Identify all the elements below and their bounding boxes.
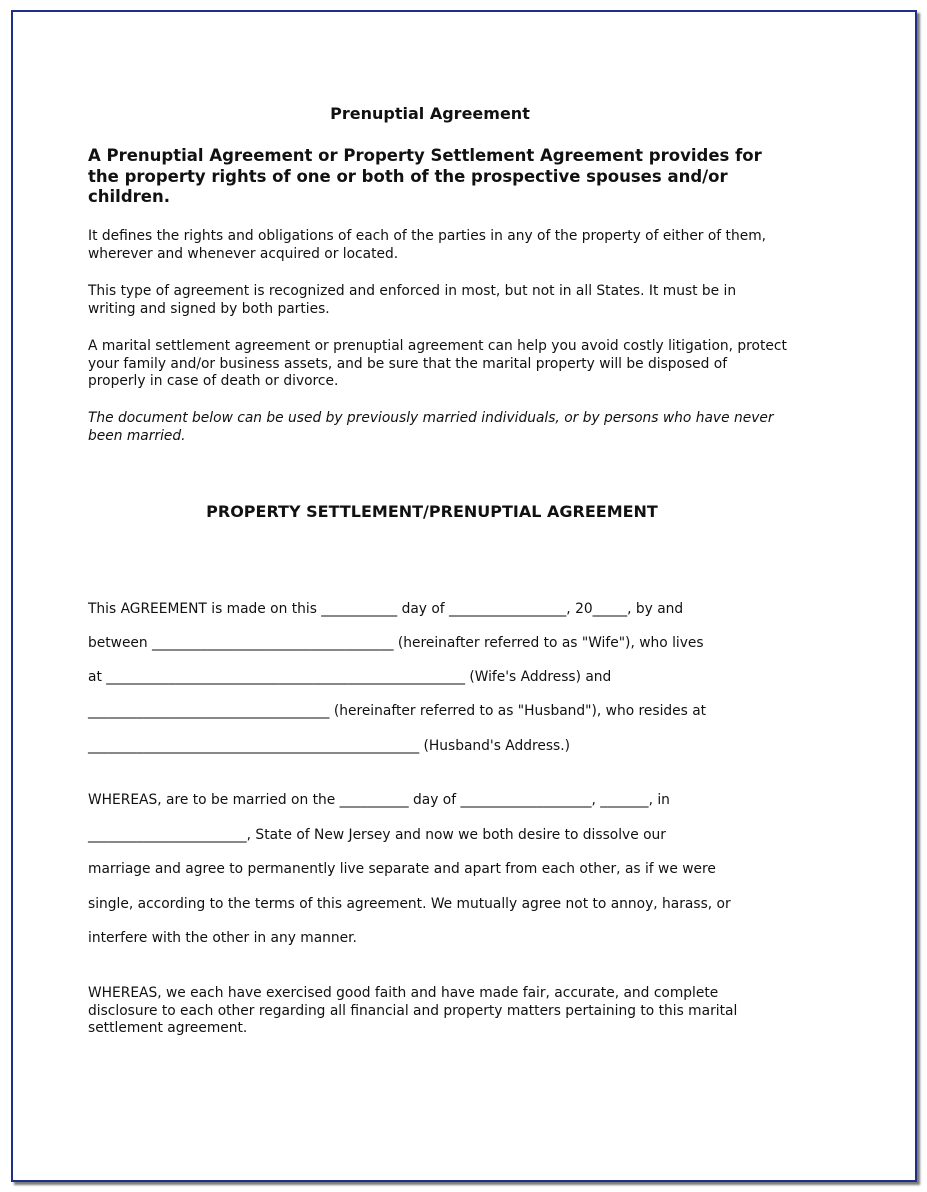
document-title: Prenuptial Agreement — [330, 104, 530, 123]
section-title: PROPERTY SETTLEMENT/PRENUPTIAL AGREEMENT — [206, 502, 658, 521]
agreement-line: ___________________________________ (hereinafter referred to as "Husband"), who resides at — [88, 703, 707, 719]
agreement-line: at ____________________________________________________ (Wife's Address) and — [88, 669, 612, 685]
agreement-line: This AGREEMENT is made on this ___________ day of _________________, 20_____, by and — [88, 601, 684, 617]
intro-paragraph: A marital settlement agreement or prenuptial agreement can help you avoid costly litigation, protect your family and/or business assets, and be sure that the marital property will be disposed of properly in case of death or divorce. — [88, 338, 787, 389]
whereas-line: single, according to the terms of this agreement. We mutually agree not to annoy, harass, or — [88, 896, 731, 912]
document-subtitle: A Prenuptial Agreement or Property Settlement Agreement provides for the property rights of one or both of the prospective spouses and/or children. — [88, 146, 762, 206]
final-paragraph: WHEREAS, we each have exercised good faith and have made fair, accurate, and complete disclosure to each other regarding all financial and property matters pertaining to this marital settlement agreement. — [88, 985, 738, 1036]
intro-note-italic: The document below can be used by previously married individuals, or by persons who have never been married. — [88, 410, 774, 444]
whereas-line: _______________________, State of New Jersey and now we both desire to dissolve our — [88, 827, 666, 843]
whereas-line: interfere with the other in any manner. — [88, 930, 357, 946]
intro-paragraph: This type of agreement is recognized and enforced in most, but not in all States. It must be in writing and signed by both parties. — [88, 283, 737, 317]
whereas-line: marriage and agree to permanently live separate and apart from each other, as if we were — [88, 861, 716, 877]
agreement-line: ________________________________________________ (Husband's Address.) — [88, 738, 570, 754]
agreement-line: between ___________________________________ (hereinafter referred to as "Wife"), who lives — [88, 635, 704, 651]
intro-paragraph: It defines the rights and obligations of each of the parties in any of the property of either of them, wherever and whenever acquired or located. — [88, 228, 767, 262]
whereas-line: WHEREAS, are to be married on the __________ day of ___________________, _______, in — [88, 792, 670, 808]
